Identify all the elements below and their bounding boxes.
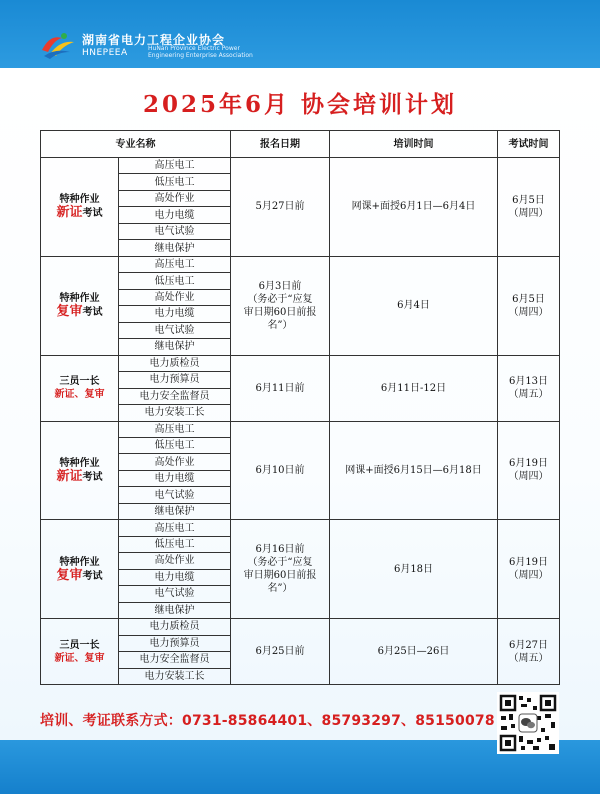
exam-time-line: 6月5日 [512, 293, 545, 305]
exam-time-line: （周四） [508, 207, 549, 219]
training-time-cell: 网课+面授6月1日—6月4日 [330, 158, 498, 257]
major-item: 高处作业 [119, 190, 231, 206]
category-type: 特种作业 [59, 293, 100, 305]
category-cell [41, 355, 119, 421]
major-item: 电力安全监督员 [119, 388, 231, 404]
exam-time-line: （周五） [508, 652, 549, 664]
signup-date-cell [231, 355, 330, 421]
training-time-cell: 6月25日—26日 [330, 619, 498, 685]
major-item: 电力质检员 [119, 355, 231, 371]
major-item: 继电保护 [119, 503, 231, 519]
major-item: 低压电工 [119, 174, 231, 190]
category-kind: 新证、复审 [54, 652, 105, 664]
category-suffix: 考试 [82, 570, 103, 582]
exam-time-cell [498, 355, 560, 421]
hnepeea-logo-icon [40, 30, 76, 60]
major-item: 高压电工 [119, 421, 231, 437]
exam-time-cell [498, 158, 560, 257]
page-title: 2025年6月 协会培训计划 [142, 91, 458, 118]
major-item: 低压电工 [119, 273, 231, 289]
major-item: 低压电工 [119, 536, 231, 552]
table-header-row [41, 131, 560, 158]
signup-date-line: （务必于“应复 [247, 557, 313, 569]
signup-date-line: 6月10日前 [255, 464, 305, 476]
category-suffix: 考试 [82, 471, 103, 483]
header-banner [0, 0, 600, 68]
category-cell [41, 421, 119, 520]
category-kind: 新证 [56, 468, 83, 484]
category-cell [41, 619, 119, 685]
signup-date-line: 名”） [267, 319, 293, 331]
category-kind: 新证 [56, 205, 83, 221]
major-item: 高处作业 [119, 454, 231, 470]
signup-date-line: （务必于“应复 [247, 293, 313, 305]
signup-date-line: 6月16日前 [255, 544, 305, 556]
signup-date-line: 审日期60日前报 [243, 306, 317, 318]
category-type: 特种作业 [59, 194, 100, 206]
table-row [41, 158, 560, 174]
exam-time-line: 6月19日 [508, 458, 549, 470]
table-row [41, 421, 560, 437]
category-kind-line [41, 569, 118, 583]
exam-time-line: （周五） [508, 389, 549, 401]
category-type: 特种作业 [59, 556, 100, 568]
header-training: 培训时间 [330, 131, 498, 158]
header-major: 专业名称 [41, 131, 231, 158]
exam-time-line: （周四） [508, 570, 549, 582]
major-item: 低压电工 [119, 437, 231, 453]
category-cell [41, 520, 119, 619]
table-row [41, 619, 560, 635]
category-type: 特种作业 [59, 457, 100, 469]
exam-time-cell [498, 619, 560, 685]
major-item: 高处作业 [119, 553, 231, 569]
category-cell [41, 158, 119, 257]
major-item: 高压电工 [119, 520, 231, 536]
major-item: 电力安全监督员 [119, 652, 231, 668]
org-abbr: HNEPEEA [82, 48, 128, 58]
signup-date-line: 5月27日前 [255, 201, 305, 213]
signup-date-line: 6月3日前 [258, 280, 302, 292]
major-item: 电气试验 [119, 487, 231, 503]
signup-date-cell [231, 256, 330, 355]
major-item: 继电保护 [119, 240, 231, 256]
major-item: 电力电缆 [119, 569, 231, 585]
major-item: 高压电工 [119, 256, 231, 272]
category-kind: 复审 [56, 304, 83, 320]
org-name-cn: 湖南省电力工程企业协会 [82, 33, 226, 47]
category-kind-line [41, 388, 118, 401]
training-time-cell: 6月4日 [330, 256, 498, 355]
major-item: 电力预算员 [119, 372, 231, 388]
exam-time-line: （周四） [508, 471, 549, 483]
category-kind: 新证、复审 [54, 389, 105, 401]
exam-time-cell [498, 520, 560, 619]
org-name-en [148, 45, 258, 59]
major-item: 电力电缆 [119, 470, 231, 486]
org-name-en-line1: HuNan Province Electric Power [148, 45, 240, 52]
table-row [41, 520, 560, 536]
major-item: 电气试验 [119, 223, 231, 239]
category-type: 三员一长 [59, 376, 100, 388]
org-name-en-line2: Engineering Enterprise Association [148, 52, 253, 59]
exam-time-line: 6月27日 [508, 639, 549, 651]
exam-time-line: 6月5日 [512, 194, 545, 206]
header-signup: 报名日期 [231, 131, 330, 158]
major-item: 继电保护 [119, 602, 231, 618]
header-exam: 考试时间 [498, 131, 560, 158]
training-time-cell: 6月11日-12日 [330, 355, 498, 421]
major-item: 电力电缆 [119, 306, 231, 322]
major-item: 电气试验 [119, 586, 231, 602]
wechat-qr-code-icon [497, 692, 559, 754]
exam-time-cell [498, 256, 560, 355]
category-type: 三员一长 [59, 639, 100, 651]
category-kind-line [41, 652, 118, 665]
exam-time-line: 6月19日 [508, 557, 549, 569]
signup-date-cell [231, 619, 330, 685]
signup-date-line: 6月11日前 [255, 382, 305, 394]
major-item: 电力电缆 [119, 207, 231, 223]
major-item: 电力质检员 [119, 619, 231, 635]
training-plan-table [40, 130, 560, 685]
category-suffix: 考试 [82, 307, 103, 319]
major-item: 高处作业 [119, 289, 231, 305]
major-item: 电力预算员 [119, 635, 231, 651]
training-time-cell: 6月18日 [330, 520, 498, 619]
table-row [41, 355, 560, 371]
category-suffix: 考试 [82, 208, 103, 220]
major-item: 高压电工 [119, 158, 231, 174]
exam-time-cell [498, 421, 560, 520]
signup-date-line: 6月25日前 [255, 646, 305, 658]
signup-date-cell [231, 421, 330, 520]
exam-time-line: 6月13日 [508, 376, 549, 388]
signup-date-cell [231, 158, 330, 257]
contact-info: 培训、考证联系方式：0731-85864401、85793297、85150078 [40, 713, 495, 729]
category-cell [41, 256, 119, 355]
major-item: 电力安装工长 [119, 405, 231, 421]
major-item: 继电保护 [119, 339, 231, 355]
signup-date-line: 名”） [267, 583, 293, 595]
category-kind-line [41, 305, 118, 319]
major-item: 电力安装工长 [119, 668, 231, 684]
category-kind: 复审 [56, 567, 83, 583]
signup-date-cell [231, 520, 330, 619]
exam-time-line: （周四） [508, 306, 549, 318]
training-time-cell: 网课+面授6月15日—6月18日 [330, 421, 498, 520]
signup-date-line: 审日期60日前报 [243, 570, 317, 582]
table-row [41, 256, 560, 272]
category-kind-line [41, 206, 118, 220]
category-kind-line [41, 470, 118, 484]
major-item: 电气试验 [119, 322, 231, 338]
